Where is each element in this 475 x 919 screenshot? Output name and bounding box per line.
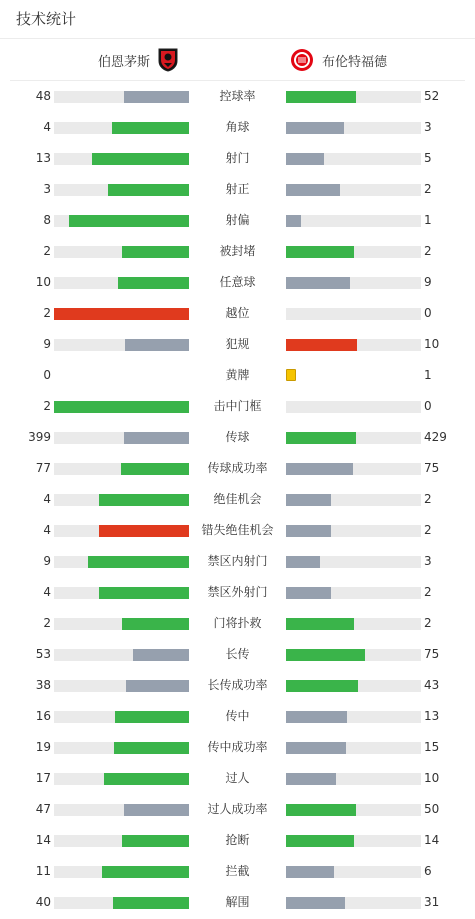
home-stat-bar-track bbox=[54, 742, 189, 754]
home-stat-bar-track bbox=[54, 525, 189, 537]
home-stat-bar bbox=[102, 866, 189, 878]
stat-label: 传球成功率 bbox=[207, 461, 268, 475]
away-stat-value: 75 bbox=[424, 647, 440, 661]
home-stat-value: 0 bbox=[43, 368, 51, 382]
away-stat-value: 31 bbox=[424, 895, 440, 909]
away-stat-bar-track bbox=[286, 618, 421, 630]
away-stat-value: 10 bbox=[424, 337, 440, 351]
home-stat-value: 4 bbox=[43, 523, 51, 537]
stat-label: 拦截 bbox=[225, 864, 250, 878]
stats-list bbox=[0, 81, 475, 918]
away-stat-value: 75 bbox=[424, 461, 440, 475]
home-stat-bar-track bbox=[54, 432, 189, 444]
home-team-name: 伯恩茅斯 bbox=[97, 54, 150, 70]
home-stat-value: 8 bbox=[43, 213, 51, 227]
away-stat-bar bbox=[286, 897, 345, 909]
stat-row bbox=[0, 887, 475, 918]
home-stat-bar bbox=[54, 308, 189, 320]
home-stat-bar bbox=[122, 835, 190, 847]
stat-label: 击中门框 bbox=[213, 399, 262, 413]
home-stat-bar bbox=[121, 463, 189, 475]
away-stat-value: 3 bbox=[424, 554, 432, 568]
away-stat-bar bbox=[286, 277, 350, 289]
stat-label: 抢断 bbox=[225, 833, 250, 847]
stat-row bbox=[0, 267, 475, 298]
away-stat-value: 50 bbox=[424, 802, 440, 816]
home-stat-bar-track bbox=[54, 618, 189, 630]
stat-label: 解围 bbox=[225, 895, 250, 909]
stat-row bbox=[0, 732, 475, 763]
stat-label: 角球 bbox=[225, 120, 250, 134]
away-stat-value: 2 bbox=[424, 182, 432, 196]
away-stat-bar-track bbox=[286, 463, 421, 475]
home-stat-bar-track bbox=[54, 463, 189, 475]
home-stat-bar-track bbox=[54, 308, 189, 320]
home-stat-value: 11 bbox=[35, 864, 51, 878]
away-stat-bar bbox=[286, 184, 340, 196]
home-stat-bar-track bbox=[54, 246, 189, 258]
stat-label: 传中 bbox=[225, 709, 250, 723]
yellow-card-icon bbox=[286, 369, 296, 381]
stat-label: 越位 bbox=[225, 306, 250, 320]
away-stat-value: 1 bbox=[424, 213, 432, 227]
home-stat-bar-track bbox=[54, 339, 189, 351]
home-stat-bar-track bbox=[54, 587, 189, 599]
home-stat-bar bbox=[124, 432, 189, 444]
stat-label: 长传成功率 bbox=[207, 678, 268, 692]
away-stat-bar bbox=[286, 463, 353, 475]
away-stat-value: 43 bbox=[424, 678, 440, 692]
home-stat-value: 4 bbox=[43, 120, 51, 134]
home-stat-bar bbox=[122, 246, 190, 258]
stat-label: 禁区内射门 bbox=[207, 554, 268, 568]
home-stat-bar-track bbox=[54, 401, 189, 413]
stat-row bbox=[0, 360, 475, 391]
stat-row bbox=[0, 763, 475, 794]
home-stat-bar bbox=[108, 184, 189, 196]
away-stat-bar bbox=[286, 122, 344, 134]
home-stat-bar-track bbox=[54, 556, 189, 568]
away-stat-value: 52 bbox=[424, 89, 440, 103]
stat-row bbox=[0, 174, 475, 205]
away-stat-value: 9 bbox=[424, 275, 432, 289]
away-stat-bar-track bbox=[286, 215, 421, 227]
stat-label: 射正 bbox=[225, 182, 250, 196]
away-stat-bar-track bbox=[286, 804, 421, 816]
home-stat-value: 47 bbox=[35, 802, 51, 816]
away-stat-bar-track bbox=[286, 277, 421, 289]
away-stat-bar-track bbox=[286, 401, 421, 413]
stat-row bbox=[0, 81, 475, 112]
away-stat-value: 429 bbox=[424, 430, 447, 444]
home-stat-value: 2 bbox=[43, 616, 51, 630]
away-stat-bar-track bbox=[286, 91, 421, 103]
away-stat-bar bbox=[286, 153, 324, 165]
away-stat-bar bbox=[286, 680, 358, 692]
away-stat-value: 2 bbox=[424, 616, 432, 630]
stat-label: 被封堵 bbox=[219, 244, 256, 258]
home-stat-bar-track bbox=[54, 122, 189, 134]
away-stat-bar-track bbox=[286, 835, 421, 847]
home-stat-value: 2 bbox=[43, 244, 51, 258]
away-stat-bar-track bbox=[286, 339, 421, 351]
home-stat-value: 9 bbox=[43, 337, 51, 351]
home-stat-value: 38 bbox=[35, 678, 51, 692]
stat-row bbox=[0, 856, 475, 887]
home-stat-bar-track bbox=[54, 680, 189, 692]
stat-row bbox=[0, 546, 475, 577]
away-stat-bar-track bbox=[286, 711, 421, 723]
away-stat-value: 10 bbox=[424, 771, 440, 785]
stat-label: 过人 bbox=[225, 771, 250, 785]
stat-row bbox=[0, 453, 475, 484]
stat-row bbox=[0, 205, 475, 236]
away-stat-bar-track bbox=[286, 773, 421, 785]
away-stat-bar bbox=[286, 649, 365, 661]
home-stat-bar-track bbox=[54, 897, 189, 909]
stat-label: 控球率 bbox=[219, 89, 256, 103]
away-stat-value: 6 bbox=[424, 864, 432, 878]
away-stat-bar bbox=[286, 91, 356, 103]
away-stat-bar-track bbox=[286, 246, 421, 258]
home-stat-value: 40 bbox=[35, 895, 51, 909]
stat-label: 射偏 bbox=[225, 213, 250, 227]
home-stat-bar-track bbox=[54, 649, 189, 661]
home-stat-bar bbox=[126, 680, 189, 692]
stat-row bbox=[0, 422, 475, 453]
away-stat-bar bbox=[286, 618, 354, 630]
away-stat-bar-track bbox=[286, 866, 421, 878]
home-stat-value: 3 bbox=[43, 182, 51, 196]
away-stat-bar-track bbox=[286, 897, 421, 909]
away-stat-value: 2 bbox=[424, 585, 432, 599]
home-stat-bar bbox=[114, 742, 189, 754]
stat-row bbox=[0, 577, 475, 608]
away-stat-bar-track bbox=[286, 308, 421, 320]
page-title: 技术统计 bbox=[0, 0, 475, 39]
away-stat-value: 3 bbox=[424, 120, 432, 134]
home-stat-value: 4 bbox=[43, 585, 51, 599]
home-stat-bar bbox=[125, 339, 189, 351]
home-stat-value: 17 bbox=[35, 771, 51, 785]
home-stat-bar-track bbox=[54, 773, 189, 785]
away-team-name: 布伦特福德 bbox=[322, 54, 388, 70]
away-stat-bar-track bbox=[286, 587, 421, 599]
home-stat-value: 16 bbox=[35, 709, 51, 723]
home-stat-bar bbox=[99, 525, 189, 537]
away-stat-bar bbox=[286, 339, 357, 351]
home-stat-bar-track bbox=[54, 804, 189, 816]
away-stat-value: 1 bbox=[424, 368, 432, 382]
stat-label: 传球 bbox=[225, 430, 250, 444]
stat-label: 门将扑救 bbox=[213, 616, 262, 630]
away-stat-bar bbox=[286, 587, 331, 599]
home-stat-bar-track bbox=[54, 215, 189, 227]
home-stat-bar-track bbox=[54, 91, 189, 103]
away-stat-value: 2 bbox=[424, 523, 432, 537]
home-stat-bar bbox=[88, 556, 189, 568]
away-team[interactable] bbox=[290, 39, 387, 81]
home-stat-bar bbox=[122, 618, 190, 630]
away-stat-bar bbox=[286, 215, 301, 227]
away-stat-bar bbox=[286, 835, 354, 847]
stat-label: 犯规 bbox=[225, 337, 250, 351]
stat-row bbox=[0, 143, 475, 174]
home-stat-value: 9 bbox=[43, 554, 51, 568]
stat-row bbox=[0, 701, 475, 732]
home-stat-bar-track bbox=[54, 277, 189, 289]
home-stat-value: 2 bbox=[43, 306, 51, 320]
home-stat-bar bbox=[113, 897, 189, 909]
stat-row bbox=[0, 515, 475, 546]
home-stat-bar bbox=[99, 494, 189, 506]
home-stat-value: 77 bbox=[35, 461, 51, 475]
home-stat-bar bbox=[92, 153, 190, 165]
teams-header bbox=[10, 39, 465, 81]
away-stat-bar bbox=[286, 246, 354, 258]
home-stat-bar bbox=[69, 215, 189, 227]
away-stat-bar-track bbox=[286, 742, 421, 754]
away-stat-bar bbox=[286, 804, 356, 816]
home-team[interactable] bbox=[98, 39, 178, 81]
brentford-crest-icon bbox=[290, 48, 314, 72]
bournemouth-crest-icon bbox=[158, 48, 178, 72]
stat-row bbox=[0, 112, 475, 143]
home-stat-bar bbox=[124, 91, 189, 103]
away-stat-bar-track bbox=[286, 680, 421, 692]
stat-label: 黄牌 bbox=[225, 368, 250, 382]
stat-row bbox=[0, 329, 475, 360]
home-stat-bar bbox=[112, 122, 189, 134]
home-stat-value: 399 bbox=[28, 430, 51, 444]
stat-label: 长传 bbox=[225, 647, 250, 661]
home-stat-bar bbox=[99, 587, 189, 599]
away-stat-value: 14 bbox=[424, 833, 440, 847]
home-stat-value: 10 bbox=[35, 275, 51, 289]
stat-label: 任意球 bbox=[219, 275, 256, 289]
home-stat-value: 13 bbox=[35, 151, 51, 165]
away-stat-bar-track bbox=[286, 122, 421, 134]
away-stat-bar-track bbox=[286, 153, 421, 165]
stat-row bbox=[0, 794, 475, 825]
stat-row bbox=[0, 608, 475, 639]
away-stat-value: 2 bbox=[424, 244, 432, 258]
home-stat-bar-track bbox=[54, 494, 189, 506]
stat-row bbox=[0, 484, 475, 515]
home-stat-bar-track bbox=[54, 866, 189, 878]
away-stat-bar bbox=[286, 525, 331, 537]
away-stat-value: 2 bbox=[424, 492, 432, 506]
home-stat-bar-track bbox=[54, 153, 189, 165]
away-stat-bar-track bbox=[286, 494, 421, 506]
stat-row bbox=[0, 236, 475, 267]
home-stat-value: 19 bbox=[35, 740, 51, 754]
home-stat-bar bbox=[54, 401, 189, 413]
home-stat-bar bbox=[104, 773, 189, 785]
home-stat-bar bbox=[115, 711, 189, 723]
home-stat-bar-track bbox=[54, 835, 189, 847]
away-stat-value: 5 bbox=[424, 151, 432, 165]
home-stat-value: 4 bbox=[43, 492, 51, 506]
stat-label: 错失绝佳机会 bbox=[201, 523, 274, 537]
stat-label: 过人成功率 bbox=[207, 802, 268, 816]
stat-row bbox=[0, 670, 475, 701]
away-stat-value: 0 bbox=[424, 399, 432, 413]
away-stat-bar bbox=[286, 711, 347, 723]
stat-label: 射门 bbox=[225, 151, 250, 165]
home-stat-value: 2 bbox=[43, 399, 51, 413]
home-stat-bar bbox=[124, 804, 189, 816]
home-stat-bar bbox=[133, 649, 189, 661]
stat-row bbox=[0, 825, 475, 856]
away-stat-bar-track bbox=[286, 432, 421, 444]
away-stat-bar bbox=[286, 494, 331, 506]
away-stat-bar bbox=[286, 773, 336, 785]
away-stat-bar-track bbox=[286, 556, 421, 568]
home-stat-value: 14 bbox=[35, 833, 51, 847]
away-stat-bar-track bbox=[286, 525, 421, 537]
away-stat-bar bbox=[286, 556, 320, 568]
away-stat-bar-track bbox=[286, 184, 421, 196]
away-stat-bar bbox=[286, 742, 346, 754]
away-stat-bar bbox=[286, 432, 356, 444]
stat-label: 禁区外射门 bbox=[207, 585, 268, 599]
stat-row bbox=[0, 639, 475, 670]
away-stat-value: 13 bbox=[424, 709, 440, 723]
away-stat-value: 15 bbox=[424, 740, 440, 754]
home-stat-bar bbox=[118, 277, 189, 289]
home-stat-bar-track bbox=[54, 184, 189, 196]
stat-label: 绝佳机会 bbox=[213, 492, 262, 506]
stat-row bbox=[0, 391, 475, 422]
stat-label: 传中成功率 bbox=[207, 740, 268, 754]
stat-row bbox=[0, 298, 475, 329]
away-stat-bar-track bbox=[286, 649, 421, 661]
home-stat-bar-track bbox=[54, 711, 189, 723]
home-stat-value: 48 bbox=[35, 89, 51, 103]
home-stat-value: 53 bbox=[35, 647, 51, 661]
away-stat-value: 0 bbox=[424, 306, 432, 320]
away-stat-bar bbox=[286, 866, 334, 878]
